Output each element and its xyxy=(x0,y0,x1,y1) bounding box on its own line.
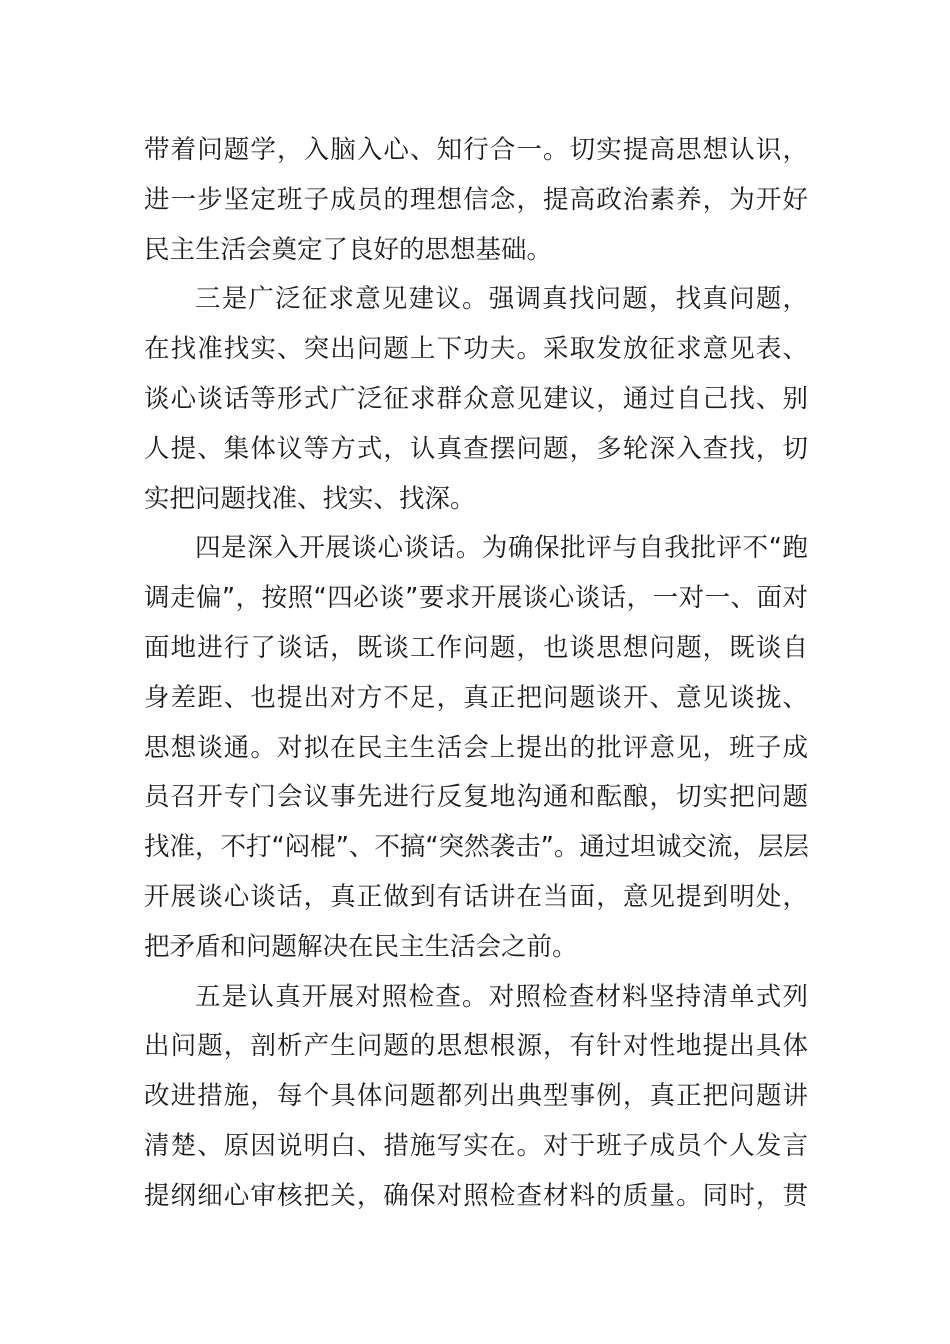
document-body xyxy=(144,126,808,1222)
text-line: 出问题，剖析产生问题的思想根源，有针对性地提出具体 xyxy=(144,1031,808,1062)
text-line: 带着问题学，入脑入心、知行合一。切实提高思想认识， xyxy=(144,135,808,165)
text-line: 在找准找实、突出问题上下功夫。采取发放征求意见表、 xyxy=(144,334,808,365)
text-line: 实把问题找准、找实、找深。 xyxy=(144,483,476,514)
text-line: 开展谈心谈话，真正做到有话讲在当面，意见提到明处， xyxy=(144,881,808,912)
text-line: 身差距、也提出对方不足，真正把问题谈开、意见谈拢、 xyxy=(144,682,808,713)
text-line: 谈心谈话等形式广泛征求群众意见建议，通过自己找、别 xyxy=(144,383,808,414)
text-line: 把矛盾和问题解决在民主生活会之前。 xyxy=(144,931,578,962)
text-line: 民主生活会奠定了良好的思想基础。 xyxy=(144,234,553,265)
text-line: 进一步坚定班子成员的理想信念，提高政治素养，为开好 xyxy=(144,184,808,215)
text-line: 改进措施，每个具体问题都列出典型事例，真正把问题讲 xyxy=(144,1081,808,1112)
text-line: 员召开专门会议事先进行反复地沟通和酝酿，切实把问题 xyxy=(144,782,808,813)
text-line: 调走偏”，按照“四必谈”要求开展谈心谈话，一对一、面对 xyxy=(144,583,808,614)
text-line: 面地进行了谈话，既谈工作问题，也谈思想问题，既谈自 xyxy=(144,632,808,663)
text-line: 清楚、原因说明白、措施写实在。对于班子成员个人发言 xyxy=(144,1130,808,1161)
text-line: 找准，不打“闷棍”、不搞“突然袭击”。通过坦诚交流，层层 xyxy=(144,832,809,863)
text-line: 人提、集体议等方式，认真查摆问题，多轮深入查找，切 xyxy=(144,433,808,464)
text-line: 思想谈通。对拟在民主生活会上提出的批评意见，班子成 xyxy=(144,732,808,763)
paragraph-start-line: 四是深入开展谈心谈话。为确保批评与自我批评不“跑 xyxy=(195,533,808,564)
paragraph-start-line: 三是广泛征求意见建议。强调真找问题，找真问题， xyxy=(195,284,808,315)
paragraph-start-line: 五是认真开展对照检查。对照检查材料坚持清单式列 xyxy=(195,981,808,1012)
text-line: 提纲细心审核把关，确保对照检查材料的质量。同时，贯 xyxy=(144,1180,808,1211)
